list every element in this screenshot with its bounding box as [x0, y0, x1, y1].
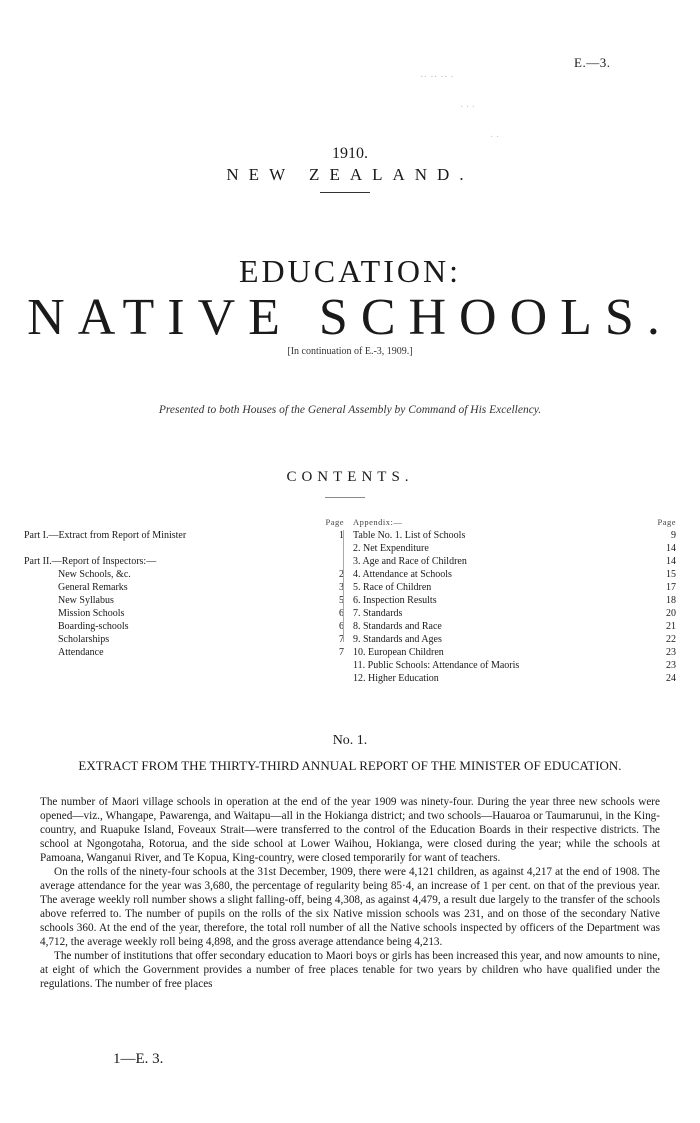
contents-entry: [353, 568, 676, 581]
section-number: No. 1.: [332, 733, 368, 748]
contents-entry-page: 22: [666, 634, 676, 645]
contents-entry-page: 21: [666, 621, 676, 632]
contents-entry-label: 9. Standards and Ages: [353, 634, 442, 645]
contents-entry: [24, 620, 344, 633]
contents-entry-page: [322, 555, 344, 568]
contents-entry-page: 9: [671, 530, 676, 541]
contents-entry-label: Attendance: [58, 647, 104, 658]
contents-entry: [24, 555, 344, 568]
contents-right-column: [353, 516, 676, 685]
contents-entry-label: 8. Standards and Race: [353, 621, 442, 632]
contents-entry: [353, 529, 676, 542]
contents-entry-page: 17: [666, 582, 676, 593]
contents-entry-page: 1: [339, 530, 344, 541]
contents-entry-page: 14: [666, 543, 676, 554]
svg-text:· · ·: · · ·: [460, 102, 475, 113]
contents-entry: [24, 633, 344, 646]
contents-entry-page: 7: [339, 634, 344, 645]
contents-entry-page: 7: [339, 647, 344, 658]
contents-entry-page: 23: [666, 647, 676, 658]
contents-entry: [24, 568, 344, 581]
column-divider: [343, 530, 344, 642]
contents-entry: [353, 672, 676, 685]
contents-entry-label: Table No. 1. List of Schools: [353, 530, 466, 541]
contents-entry-page: 2: [339, 569, 344, 580]
divider-rule: [320, 192, 370, 193]
contents-entry-page: 20: [666, 608, 676, 619]
contents-entry: [353, 633, 676, 646]
contents-entry-page: 18: [666, 595, 676, 606]
page-column-header: Page: [657, 517, 676, 527]
contents-entry: [353, 542, 676, 555]
contents-entry-page: 5: [339, 595, 344, 606]
contents-entry: [24, 542, 344, 555]
contents-entry-label: New Syllabus: [58, 595, 114, 606]
contents-entry-label: 2. Net Expenditure: [353, 543, 429, 554]
report-title-line1: EDUCATION:: [239, 253, 461, 289]
continuation-note: [In continuation of E.-3, 1909.]: [287, 346, 413, 357]
document-reference: E.—3.: [574, 55, 611, 70]
contents-entry-label: New Schools, &c.: [58, 569, 131, 580]
report-title-line2: NATIVE SCHOOLS.: [27, 289, 673, 346]
section-heading: EXTRACT FROM THE THIRTY-THIRD ANNUAL REPORT OF THE MINISTER OF EDUCATION.: [78, 758, 622, 773]
report-body: [40, 795, 660, 991]
contents-entry-label: 12. Higher Education: [353, 673, 439, 684]
contents-entry-page: 3: [339, 582, 344, 593]
contents-entry: [353, 607, 676, 620]
appendix-header: Appendix:—: [353, 517, 403, 527]
contents-entry-page: 6: [339, 621, 344, 632]
contents-entry-label: Part II.—Report of Inspectors:—: [24, 556, 157, 567]
contents-entry-label: 3. Age and Race of Children: [353, 556, 467, 567]
contents-entry-label: Scholarships: [58, 634, 110, 645]
contents-entry: [24, 594, 344, 607]
contents-entry-label: 6. Inspection Results: [353, 595, 437, 606]
presentation-note: Presented to both Houses of the General Assembly by Command of His Excellency.: [158, 404, 542, 416]
report-year: 1910.: [332, 145, 368, 162]
contents-entry-label: Boarding-schools: [58, 621, 129, 632]
contents-heading: CONTENTS.: [286, 469, 414, 485]
contents-entry-label: 4. Attendance at Schools: [353, 569, 452, 580]
page-column-header: Page: [325, 517, 344, 527]
svg-text:· ·: · ·: [490, 132, 500, 143]
contents-entry: [24, 607, 344, 620]
contents-entry-page: 24: [666, 673, 676, 684]
svg-text:·· ·· ·· ·: ·· ·· ·· ·: [420, 71, 454, 83]
contents-entry-label: [24, 542, 322, 555]
contents-entry: [353, 620, 676, 633]
divider-rule: [325, 497, 365, 498]
body-paragraph: The number of Maori village schools in operation at the end of the year 1909 was ninety-four. During the year three new schools were opened—viz., Whangape, Pawarenga, and Waitapu—all in the Hokianga district; and two schools—Hauaroa or Taumarunui, in the King-country, and Ruapuke Island, Foveaux Strait—were transferred to the control of the Education Boards in their respective districts. The school at Ngongotaha, Rotorua, and the side school at Lower Waihou, Hokianga, were closed during the year; while the schools at Pamoana, Wanganui River, and Te Kopua, King-country, were closed temporarily for want of teachers.: [40, 796, 660, 864]
contents-entry-page: 14: [666, 556, 676, 567]
contents-entry-page: 15: [666, 569, 676, 580]
contents-entry-page: 6: [339, 608, 344, 619]
contents-entry-label: 7. Standards: [353, 608, 403, 619]
contents-left-column: [24, 516, 344, 659]
contents-entry-label: 10. European Children: [353, 647, 444, 658]
country-title: NEW ZEALAND.: [226, 165, 474, 184]
body-paragraph: On the rolls of the ninety-four schools at the 31st December, 1909, there were 4,121 children, as against 4,217 at the end of 1908. The average attendance for the year was 3,680, the percentage of regularity being 85·4, an increase of 1 per cent. on that of the previous year. The average weekly roll number shows a slight falling-off, being 4,308, as against 4,479, a result due largely to the transfer of the schools above referred to. The number of pupils on the rolls of the six Native mission schools was 231, and on those of the secondary Native schools 360. At the end of the year, therefore, the total roll number of all the Native schools inspected by officers of the Department was 4,712, the average weekly roll being 4,898, and the gross average attendance being 4,213.: [40, 866, 660, 948]
contents-entry: [353, 555, 676, 568]
contents-entry: [24, 646, 344, 659]
contents-entry-label: Mission Schools: [58, 608, 125, 619]
contents-entry-label: 5. Race of Children: [353, 582, 432, 593]
contents-entry: [353, 659, 676, 672]
contents-entry-label: General Remarks: [58, 582, 128, 593]
contents-entry: [24, 581, 344, 594]
contents-entry-label: 11. Public Schools: Attendance of Maoris: [353, 660, 520, 671]
contents-entry: [353, 581, 676, 594]
contents-entry-label: Part I.—Extract from Report of Minister: [24, 530, 187, 541]
contents-entry: [24, 529, 344, 542]
contents-entry-page: 23: [666, 660, 676, 671]
contents-entry: [353, 594, 676, 607]
contents-entry: [353, 646, 676, 659]
contents-entry-page: [322, 542, 344, 555]
body-paragraph: The number of institutions that offer secondary education to Maori boys or girls has been increased this year, and now amounts to nine, at eight of which the Government provides a number of free places tenable for two years by children who have qualified under the regulations. The number of free places: [40, 950, 660, 990]
page-signature: 1—E. 3.: [113, 1051, 164, 1067]
